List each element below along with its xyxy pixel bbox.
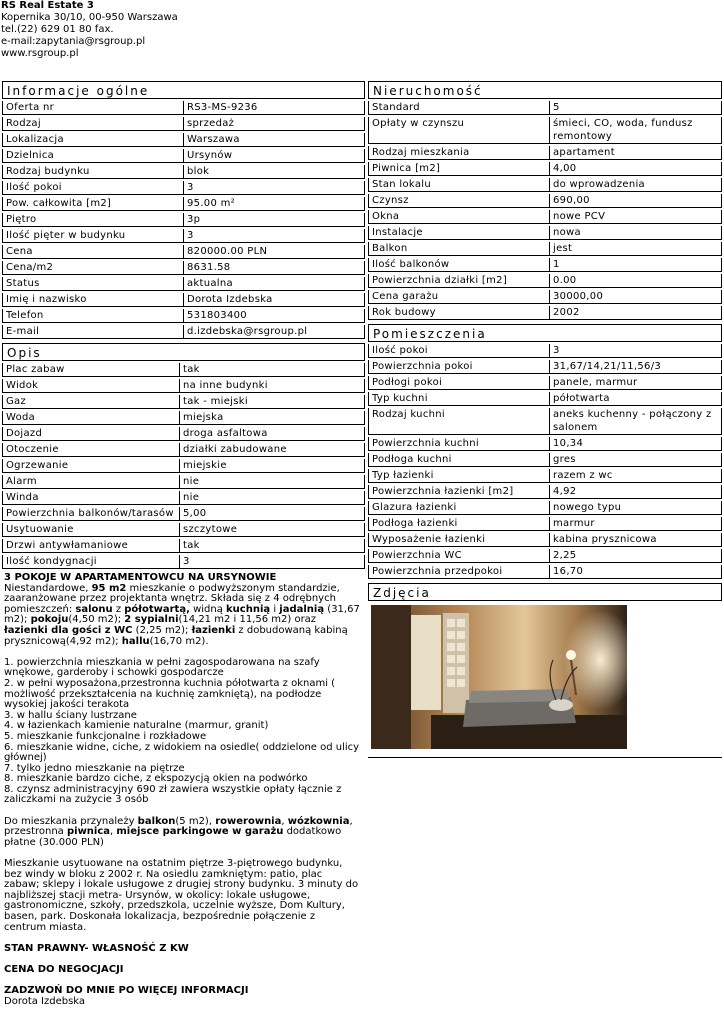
table-row <box>2 363 365 377</box>
field-label: Standard <box>368 101 550 115</box>
table-row <box>368 469 722 483</box>
agency-name: RS Real Estate 3 <box>1 0 94 11</box>
field-value: 3p <box>184 213 365 227</box>
table-row <box>2 555 365 569</box>
field-label: Dojazd <box>2 427 180 441</box>
list-item: 4. w łazienkach kamienie naturalne (marmur, granit) <box>4 720 269 732</box>
field-label: Otoczenie <box>2 443 180 457</box>
table-row <box>368 194 722 208</box>
table-row <box>368 533 722 547</box>
field-label: Wyposażenie łazienki <box>368 533 550 547</box>
table-row <box>2 523 365 537</box>
field-label: Ilość pokoi <box>2 181 184 195</box>
table-row <box>2 293 365 307</box>
table-row <box>2 133 365 147</box>
field-value: nie <box>180 475 365 489</box>
list-item: 7. tylko jedno mieszkanie na piętrze <box>4 762 185 774</box>
field-label: Gaz <box>2 395 180 409</box>
field-value: działki zabudowane <box>180 443 365 457</box>
field-value: Dorota Izdebska <box>184 293 365 307</box>
table-row <box>368 242 722 256</box>
field-value: 820000.00 PLN <box>184 245 365 259</box>
list-item: 8. czynsz administracyjny 690 zł zawiera wszystkie opłaty łącznie z zaliczkami na zużycie 3 osób <box>4 783 342 806</box>
photo-container <box>368 601 722 758</box>
field-value: sprzedaż <box>184 117 365 131</box>
list-item: 3. w hallu ściany lustrzane <box>4 709 137 721</box>
list-item: 1. powierzchnia mieszkania w pełni zagospodarowana na szafy wnękowe, garderoby i schowki gospodarcze <box>4 656 320 679</box>
description-heading: 3 POKOJE W APARTAMENTOWCU NA URSYNOWIE <box>4 572 277 583</box>
field-label: Ilość pokoi <box>368 344 550 358</box>
description-intro: Niestandardowe, 95 m2 mieszkanie o podwyższonym standardzie, zaaranżowane przez projektanta wnętrz. Składa się z 4 odrębnych pomieszczeń: salonu z półotwartą, widną kuchnią i jadalnią (31,67 m2); pokoju(4,50 m2); 2 sypialni(14,21 m2 i 11,56 m2) oraz łazienki dla gości z WC (2,25 m2); łazienki z dobudowaną kabiną prysznicową(4,92 m2); hallu(16,70 m2). <box>4 582 360 647</box>
field-label: Dzielnica <box>2 149 184 163</box>
table-row <box>2 229 365 243</box>
field-value: RS3-MS-9236 <box>184 101 365 115</box>
field-label: Pow. całkowita [m2] <box>2 197 184 211</box>
table-row <box>2 427 365 441</box>
list-item: 2. w pełni wyposażona,przestronna kuchnia półotwarta z oknami ( możliwość przekształcenia na kuchnię zamkniętą), na podłodze wysokiej jakości terakota <box>4 677 336 711</box>
field-label: Rok budowy <box>368 306 550 320</box>
field-label: Rodzaj kuchni <box>368 408 550 435</box>
field-value: jest <box>550 242 722 256</box>
field-value: nowa <box>550 226 722 240</box>
table-row <box>368 501 722 515</box>
field-label: Ilość balkonów <box>368 258 550 272</box>
field-value: d.izdebska@rsgroup.pl <box>184 325 365 339</box>
section-title-zdjecia: Zdjęcia <box>368 583 722 601</box>
field-value: tak <box>180 363 365 377</box>
table-row <box>368 226 722 240</box>
field-value: nie <box>180 491 365 505</box>
field-value: 3 <box>550 344 722 358</box>
field-label: Opłaty w czynszu <box>368 117 550 144</box>
field-value: na inne budynki <box>180 379 365 393</box>
table-row <box>2 491 365 505</box>
table-row <box>2 101 365 115</box>
field-value: 1 <box>550 258 722 272</box>
price-negotiable: CENA DO NEGOCJACJI <box>4 963 124 975</box>
field-value: droga asfaltowa <box>180 427 365 441</box>
field-value: razem z wc <box>550 469 722 483</box>
field-value: tak - miejski <box>180 395 365 409</box>
table-row <box>368 210 722 224</box>
field-label: Rodzaj budynku <box>2 165 184 179</box>
field-value: 4,00 <box>550 162 722 176</box>
table-row <box>2 197 365 211</box>
table-row <box>368 117 722 144</box>
field-value: 31,67/14,21/11,56/3 <box>550 360 722 374</box>
field-label: Ogrzewanie <box>2 459 180 473</box>
section-title-opis: Opis <box>2 343 365 361</box>
table-row <box>368 101 722 115</box>
table-row <box>2 507 365 521</box>
table-row <box>2 309 365 323</box>
field-label: Drzwi antywłamaniowe <box>2 539 180 553</box>
field-value: szczytowe <box>180 523 365 537</box>
field-value: śmieci, CO, woda, fundusz remontowy <box>550 117 722 144</box>
table-row <box>368 360 722 374</box>
table-row <box>368 376 722 390</box>
table-row <box>2 395 365 409</box>
field-label: Cena garażu <box>368 290 550 304</box>
field-label: Ilość pięter w budynku <box>2 229 184 243</box>
field-value: gres <box>550 453 722 467</box>
field-value: do wprowadzenia <box>550 178 722 192</box>
agency-email: e-mail:zapytania@rsgroup.pl <box>1 36 146 47</box>
field-value: 3 <box>180 555 365 569</box>
section-title-pomieszczenia: Pomieszczenia <box>368 324 722 342</box>
table-row <box>2 325 365 339</box>
table-row <box>2 165 365 179</box>
table-row <box>368 392 722 406</box>
field-label: Imię i nazwisko <box>2 293 184 307</box>
table-row <box>368 517 722 531</box>
field-value: blok <box>184 165 365 179</box>
description <box>4 573 360 1007</box>
table-row <box>2 149 365 163</box>
list-item: 6. mieszkanie widne, ciche, z widokiem na osiedle( oddzielone od ulicy głównej) <box>4 741 360 764</box>
description-location: Mieszkanie usytuowane na ostatnim piętrze 3-piętrowego budynku, bez windy w bloku z 2002 r. Na osiedlu zamkniętym: patio, plac zabaw; sklepy i lokale usługowe z drugiej strony budynku. 3 minuty do najbliższej stacji metra- Ursynów, w okolicy: lokale usługowe, gastronomiczne, szkoły, przedszkola, uczelnie wyższe, Dom Kultury, basen, park. Doskonała lokalizacja, bezpośrednie połączenie z centrum miasta. <box>4 858 359 933</box>
field-value: 16,70 <box>550 565 722 579</box>
table-row <box>2 245 365 259</box>
table-row <box>2 277 365 291</box>
field-value: 2,25 <box>550 549 722 563</box>
table-row <box>368 274 722 288</box>
field-value: 30000,00 <box>550 290 722 304</box>
field-value: 0.00 <box>550 274 722 288</box>
legal-status: STAN PRAWNY- WŁASNOŚĆ Z KW <box>4 942 189 954</box>
table-row <box>368 485 722 499</box>
table-row <box>368 565 722 579</box>
field-value: apartament <box>550 146 722 160</box>
field-label: Podłogi pokoi <box>368 376 550 390</box>
table-row <box>2 459 365 473</box>
field-label: Rodzaj mieszkania <box>368 146 550 160</box>
table-row <box>368 178 722 192</box>
field-label: Typ kuchni <box>368 392 550 406</box>
field-value: półotwarta <box>550 392 722 406</box>
table-row <box>368 306 722 320</box>
field-label: Okna <box>368 210 550 224</box>
field-label: Powierzchnia pokoi <box>368 360 550 374</box>
table-row <box>368 453 722 467</box>
call-to-action: ZADZWOŃ DO MNIE PO WIĘCEJ INFORMACJI <box>4 985 249 997</box>
table-row <box>368 162 722 176</box>
field-value: 5 <box>550 101 722 115</box>
table-row <box>368 549 722 563</box>
feature-list <box>4 658 360 806</box>
field-label: Typ łazienki <box>368 469 550 483</box>
field-value: tak <box>180 539 365 553</box>
field-value: marmur <box>550 517 722 531</box>
table-row <box>2 181 365 195</box>
pomieszczenia-table <box>368 342 722 581</box>
table-row <box>2 213 365 227</box>
table-row <box>2 117 365 131</box>
description-extras: Do mieszkania przynależy balkon(5 m2), rowerownia, wózkownia, przestronna piwnica, miejsce parkingowe w garażu dodatkowo płatne (30.000 PLN) <box>4 815 353 848</box>
table-row <box>2 261 365 275</box>
field-label: Podłoga kuchni <box>368 453 550 467</box>
field-label: Powierzchnia balkonów/tarasów <box>2 507 180 521</box>
field-value: 5,00 <box>180 507 365 521</box>
field-label: Powierzchnia działki [m2] <box>368 274 550 288</box>
section-title-info: Informacje ogólne <box>2 81 365 99</box>
nieruchomosc-table <box>368 99 722 322</box>
field-value: 8631.58 <box>184 261 365 275</box>
table-row <box>368 344 722 358</box>
field-label: Powierzchnia łazienki [m2] <box>368 485 550 499</box>
field-value: 4,92 <box>550 485 722 499</box>
field-label: Oferta nr <box>2 101 184 115</box>
table-row <box>368 408 722 435</box>
field-value: 95.00 m² <box>184 197 365 211</box>
field-value: 531803400 <box>184 309 365 323</box>
field-value: Ursynów <box>184 149 365 163</box>
field-label: Alarm <box>2 475 180 489</box>
agency-header <box>1 0 178 60</box>
field-label: Czynsz <box>368 194 550 208</box>
field-label: Ilość kondygnacji <box>2 555 180 569</box>
field-value: kabina prysznicowa <box>550 533 722 547</box>
field-label: Cena/m2 <box>2 261 184 275</box>
field-value: 3 <box>184 181 365 195</box>
apartment-photo[interactable] <box>371 605 627 749</box>
field-label: Powierzchnia WC <box>368 549 550 563</box>
table-row <box>2 379 365 393</box>
field-label: Rodzaj <box>2 117 184 131</box>
table-row <box>2 539 365 553</box>
field-label: Plac zabaw <box>2 363 180 377</box>
field-label: Powierzchnia przedpokoi <box>368 565 550 579</box>
field-value: nowe PCV <box>550 210 722 224</box>
field-label: Instalacje <box>368 226 550 240</box>
field-label: E-mail <box>2 325 184 339</box>
right-column <box>368 79 722 758</box>
field-label: Cena <box>2 245 184 259</box>
field-value: Warszawa <box>184 133 365 147</box>
left-column <box>2 79 365 571</box>
living-room-image <box>371 605 627 749</box>
field-value: 690,00 <box>550 194 722 208</box>
field-label: Podłoga łazienki <box>368 517 550 531</box>
field-label: Status <box>2 277 184 291</box>
opis-table <box>2 361 365 571</box>
field-value: nowego typu <box>550 501 722 515</box>
field-label: Winda <box>2 491 180 505</box>
table-row <box>2 475 365 489</box>
info-table <box>2 99 365 341</box>
table-row <box>368 258 722 272</box>
field-label: Woda <box>2 411 180 425</box>
field-label: Powierzchnia kuchni <box>368 437 550 451</box>
agency-address: Kopernika 30/10, 00-950 Warszawa <box>1 12 178 23</box>
field-label: Balkon <box>368 242 550 256</box>
field-value: 10,34 <box>550 437 722 451</box>
agent-signature: Dorota Izdebska <box>4 995 86 1007</box>
field-value: miejskie <box>180 459 365 473</box>
table-row <box>2 443 365 457</box>
table-row <box>368 146 722 160</box>
list-item: 5. mieszkanie funkcjonalne i rozkładowe <box>4 730 207 742</box>
field-value: aneks kuchenny - połączony z salonem <box>550 408 722 435</box>
agency-website: www.rsgroup.pl <box>1 48 79 59</box>
field-label: Glazura łazienki <box>368 501 550 515</box>
agency-phone: tel.(22) 629 01 80 fax. <box>1 24 114 35</box>
field-label: Stan lokalu <box>368 178 550 192</box>
field-value: 3 <box>184 229 365 243</box>
field-label: Piwnica [m2] <box>368 162 550 176</box>
table-row <box>368 290 722 304</box>
field-label: Usytuowanie <box>2 523 180 537</box>
field-label: Lokalizacja <box>2 133 184 147</box>
field-value: 2002 <box>550 306 722 320</box>
section-title-nieruchomosc: Nieruchomość <box>368 81 722 99</box>
field-value: panele, marmur <box>550 376 722 390</box>
field-value: aktualna <box>184 277 365 291</box>
table-row <box>368 437 722 451</box>
field-value: miejska <box>180 411 365 425</box>
table-row <box>2 411 365 425</box>
list-item: 8. mieszkanie bardzo ciche, z ekspozycją okien na podwórko <box>4 773 308 785</box>
field-label: Piętro <box>2 213 184 227</box>
field-label: Telefon <box>2 309 184 323</box>
field-label: Widok <box>2 379 180 393</box>
